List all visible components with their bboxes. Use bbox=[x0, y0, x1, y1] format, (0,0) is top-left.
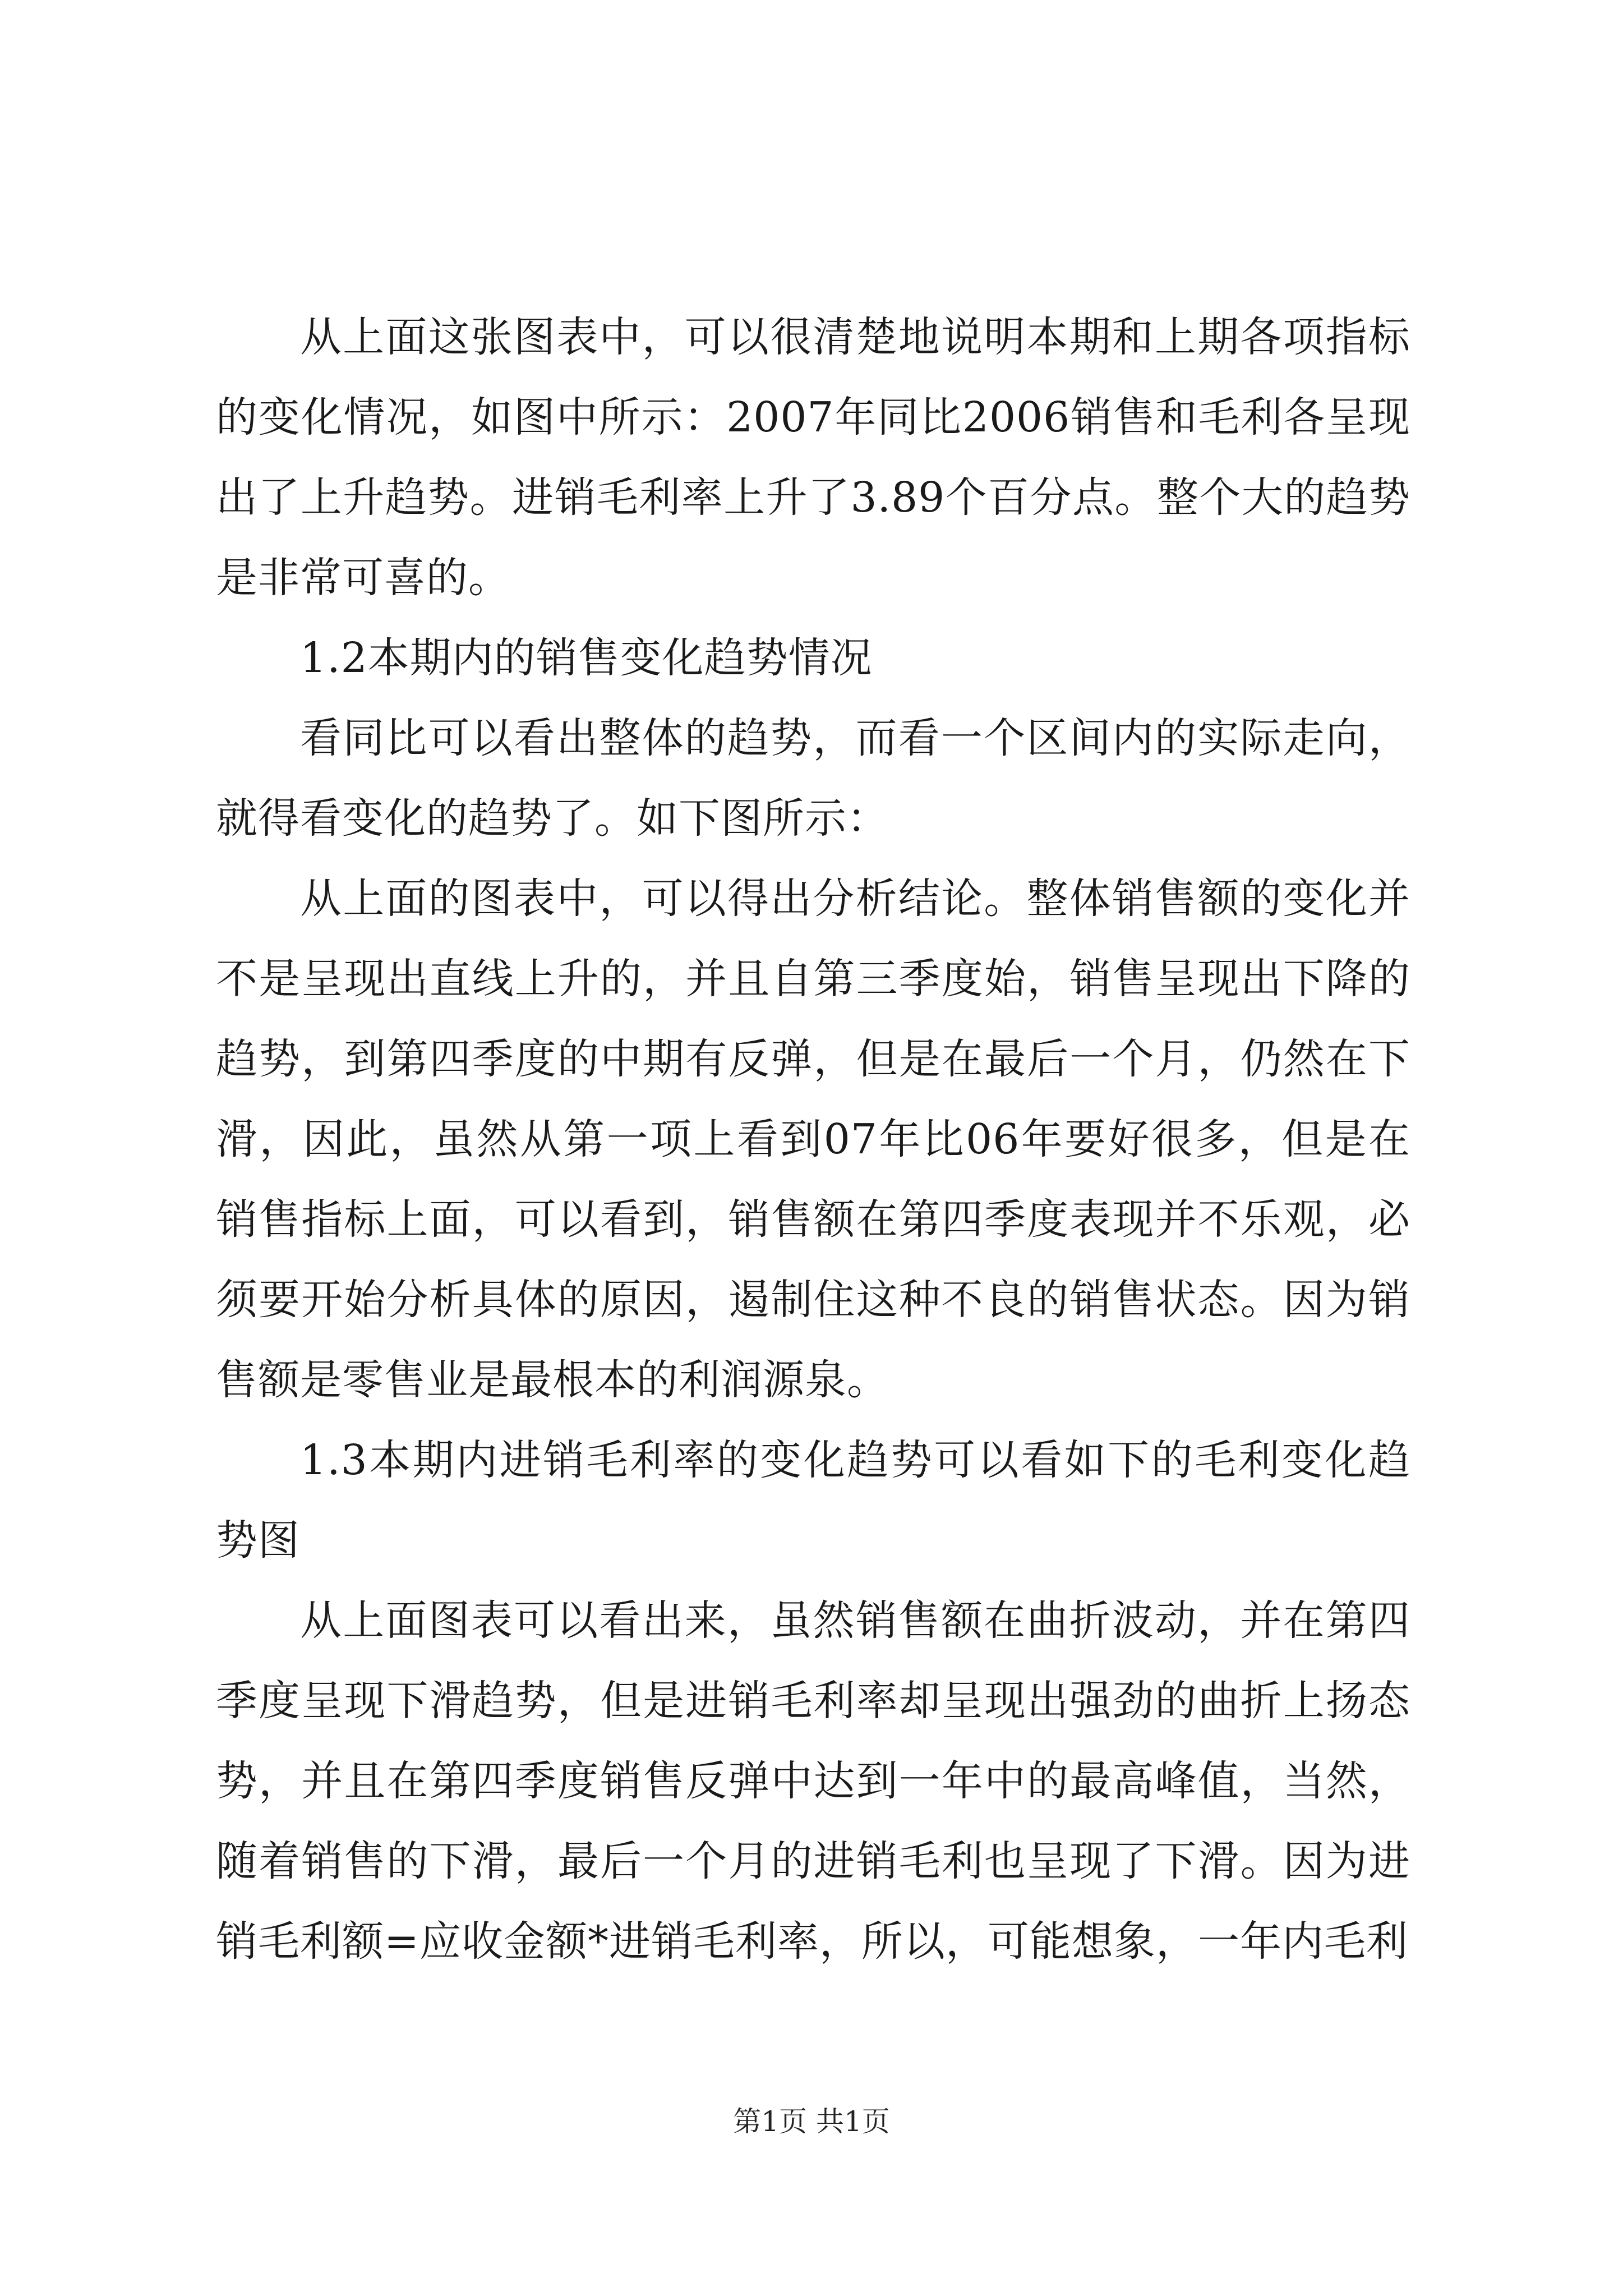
page-footer: 第1页 共1页 bbox=[733, 2105, 890, 2138]
paragraph-sales-analysis: 从上面的图表中，可以得出分析结论。整体销售额的变化并不是呈现出直线上升的，并且自第三季度始，销售呈现出下降的趋势，到第四季度的中期有反弹，但是在最后一个月，仍然在下滑，因此，虽然从第一项上看到07年比06年要好很多，但是在销售指标上面，可以看到，销售额在第四季度表现并不乐观，必须要开始分析具体的原因，遏制住这种不良的销售状态。因为销售额是零售业是最根本的利润源泉。 bbox=[216, 875, 1410, 1404]
paragraph-margin-analysis: 从上面图表可以看出来，虽然销售额在曲折波动，并在第四季度呈现下滑趋势，但是进销毛利率却呈现出强劲的曲折上扬态势，并且在第四季度销售反弹中达到一年中的最高峰值，当然，随着销售的下滑，最后一个月的进销毛利也呈现了下滑。因为进销毛利额=应收金额*进销毛利率，所以，可能想象，一年内毛利 bbox=[216, 1596, 1410, 1966]
paragraph-chart-comparison: 从上面这张图表中，可以很清楚地说明本期和上期各项指标的变化情况，如图中所示：2007年同比2006销售和毛利各呈现出了上升趋势。进销毛利率上升了3.89个百分点。整个大的趋势是非常可喜的。 bbox=[216, 313, 1410, 602]
section-heading-1-3: 1.3本期内进销毛利率的变化趋势可以看如下的毛利变化趋势图 bbox=[216, 1436, 1410, 1565]
document-body bbox=[216, 297, 1410, 1982]
paragraph-trend-intro: 看同比可以看出整体的趋势，而看一个区间内的实际走向，就得看变化的趋势了。如下图所示： bbox=[216, 714, 1410, 843]
section-heading-1-2: 1.2本期内的销售变化趋势情况 bbox=[300, 634, 873, 682]
